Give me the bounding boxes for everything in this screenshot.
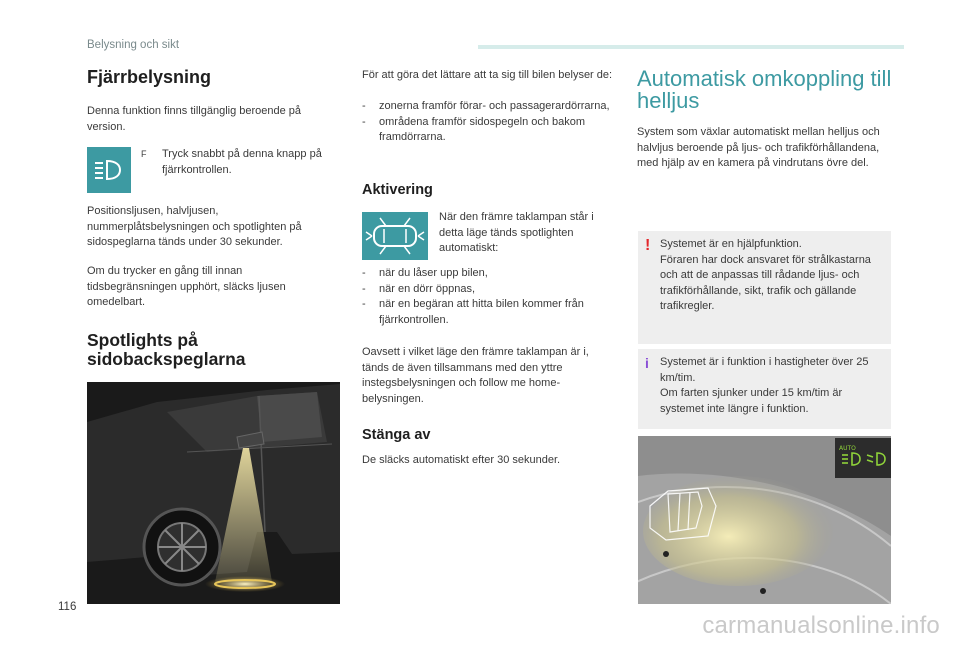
warning-icon: ! bbox=[645, 237, 651, 254]
title-fjarrbelysning: Fjärrbelysning bbox=[87, 67, 212, 87]
aktivering-text: När den främre taklampan står i detta läge tänds spotlighten automatiskt: bbox=[439, 211, 594, 254]
list-item: - när en begäran att hitta bilen kommer från fjärrkontrollen. bbox=[362, 297, 620, 328]
warning-line: Systemet är en hjälpfunktion. bbox=[660, 238, 802, 250]
info-note bbox=[638, 349, 891, 429]
intro-fjarrbelysning: Denna funktion finns tillgänglig beroende på version. bbox=[87, 105, 302, 133]
para-positionsljusen: Positionsljusen, halvljusen, nummerplåtsbelysningen och spotlighten på sidospeglarna tänds under 30 sekunder. bbox=[87, 205, 302, 248]
warning-line: Föraren har dock ansvaret för strålkastarna och att de anpassas till rådande ljus- och trafikförhållande, sikt, trafik och gällande trafikregler. bbox=[660, 253, 871, 312]
info-icon: i bbox=[645, 355, 649, 371]
auto-label: AUTO bbox=[839, 445, 856, 452]
info-line: Systemet är i funktion i hastigheter över 25 km/tim. bbox=[660, 356, 869, 384]
page-number: 116 bbox=[58, 601, 77, 613]
title-automatisk: Automatisk omkoppling till helljus bbox=[637, 66, 892, 113]
list-item: - zonerna framför förar- och passagerardörrarna, bbox=[362, 99, 620, 115]
warning-note bbox=[638, 231, 891, 344]
title-stanga-av: Stänga av bbox=[362, 427, 431, 443]
header-rule bbox=[478, 45, 904, 49]
list-item: - när en dörr öppnas, bbox=[362, 282, 620, 298]
list-activation bbox=[362, 266, 620, 328]
para-oavsett: Oavsett i vilket läge den främre taklampan är i, tänds de även tillsammans med den yttre instegsbelysningen och follow me home-belysningen. bbox=[362, 346, 589, 405]
para-om-du-trycker: Om du trycker en gång till innan tidsbegränsningen upphört, släcks ljusen omedelbart. bbox=[87, 265, 286, 308]
headlamp-icon bbox=[87, 147, 131, 193]
intro-automatisk: System som växlar automatiskt mellan helljus och halvljus beroende på ljus- och trafikförhållandena, med hjälp av en kamera på vindrutans övre del. bbox=[637, 126, 880, 169]
car-door-icon bbox=[362, 212, 428, 260]
stanga-text: De släcks automatiskt efter 30 sekunder. bbox=[362, 454, 561, 466]
title-spotlights: Spotlights på sidobackspeglarna bbox=[87, 330, 246, 369]
title-aktivering: Aktivering bbox=[362, 182, 433, 198]
section-header: Belysning och sikt bbox=[87, 39, 180, 51]
intro-for-att-gora: För att göra det lättare att ta sig till bilen belyser de: bbox=[362, 69, 613, 81]
car-spotlight-illustration bbox=[87, 382, 340, 604]
info-line: Om farten sjunker under 15 km/tim är systemet inte längre i funktion. bbox=[660, 387, 843, 415]
list-zones bbox=[362, 99, 620, 146]
auto-highbeam-illustration bbox=[638, 436, 891, 604]
watermark: carmanualsonline.info bbox=[702, 612, 940, 639]
step-text: Tryck snabbt på denna knapp på fjärrkontrollen. bbox=[162, 148, 322, 176]
step-marker: F bbox=[141, 149, 147, 159]
list-item: - områdena framför sidospegeln och bakom framdörrarna. bbox=[362, 115, 620, 146]
list-item: - när du låser upp bilen, bbox=[362, 266, 620, 282]
